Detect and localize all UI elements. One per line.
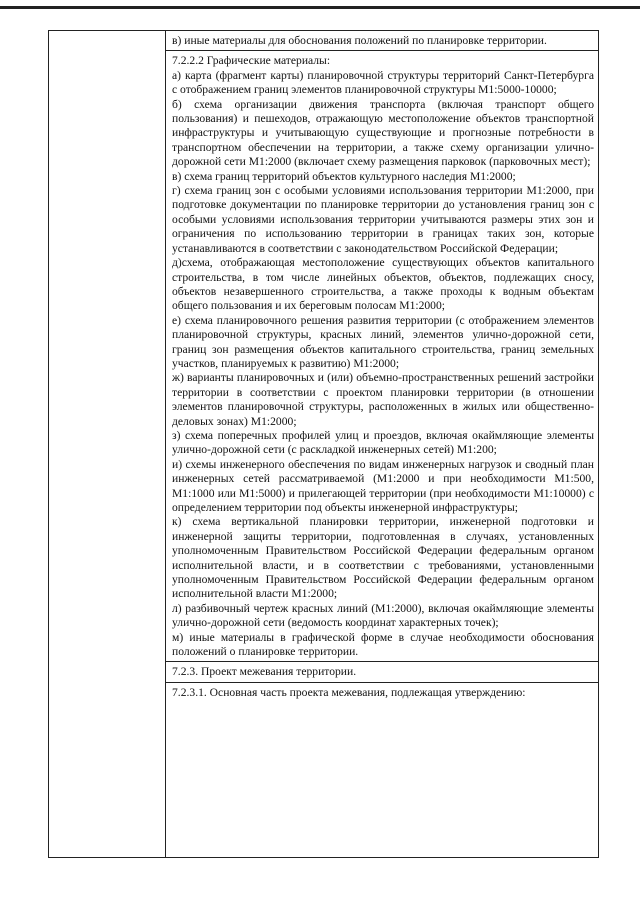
top-rule [0, 6, 640, 9]
right-column [166, 31, 598, 857]
list-item-l: л) разбивочный чертеж красных линий (М1:2000), включая окаймляющие элементы улично-дорожной сети (ведомость координат характерных точек); [172, 601, 594, 630]
list-item-z: з) схема поперечных профилей улиц и проездов, включая окаймляющие элементы улично-дорожной сети (с раскладкой инженерных сетей) М1:200; [172, 428, 594, 457]
row-surveying-project [166, 662, 598, 682]
row-surveying-main-part [166, 683, 598, 702]
document-table [48, 30, 599, 858]
section-heading: 7.2.3. Проект межевания территории. [172, 665, 357, 679]
list-item-zh: ж) варианты планировочных и (или) объемно-пространственных решений застройки территории в соответствии с проектом планировки территории (в отношении элементов планировочной структуры, расположенных в жилых или общественно-деловых зонах) М1:2000; [172, 371, 594, 428]
list-item-k: к) схема вертикальной планировки территории, инженерной подготовки и инженерной защиты территории, подготовленная в случаях, установленных уполномоченным Правительством Российской Федерации федеральным органом исполнительной власти, и в соответствии с требованиями, установленными уполномоченным Правительством Российской Федерации федеральным органом исполнительной власти М1:2000; [172, 515, 594, 601]
list-item-e: е) схема планировочного решения развития территории (с отображением элементов планировочной структуры, красных линий, элементов улично-дорожной сети, границ зон размещения объектов капитального строительства, границ земельных участков, планируемых к развитию) М1:2000; [172, 313, 594, 370]
list-item-b: б) схема организации движения транспорта (включая транспорт общего пользования) и пешеходов, отражающую местоположение объектов транспортной инфраструктуры и учитывающую существующие и прогнозные потребности в транспортном обеспечении на территории, а также схему организации улично-дорожной сети М1:2000 (включает схему размещения парковок (парковочных мест); [172, 97, 594, 169]
row-graphic-materials [166, 51, 598, 662]
paragraph: в) иные материалы для обоснования положений по планировке территории. [172, 34, 547, 47]
list-item-v: в) схема границ территорий объектов культурного наследия М1:2000; [172, 169, 516, 183]
list-item-g: г) схема границ зон с особыми условиями использования территории М1:2000, при подготовке документации по планировке территории до установления границ зон с особыми условиями использования территории учитываются размеры этих зон и ограничения по использованию территории в границах таких зон, которые устанавливаются в соответствии с законодательством Российской Федерации; [172, 184, 594, 255]
section-heading: 7.2.2.2 Графические материалы: [172, 54, 331, 68]
row-materials-tail [166, 31, 598, 51]
list-item-i: и) схемы инженерного обеспечения по видам инженерных нагрузок и сводный план инженерных сетей рассматриваемой (М1:2000 и при необходимости М1:500, М1:1000 или М1:5000) и прилегающей территории (при необходимости М1:10000) с определением территории под объекты инженерной инфраструктуры; [172, 457, 594, 514]
list-item-d: д)схема, отображающая местоположение существующих объектов капитального строительства, в том числе линейных объектов, объектов, подлежащих сносу, объектов незавершенного строительства, а также проходы к водным объектам общего пользования и их береговым полосам М1:2000; [172, 256, 594, 313]
list-item-m: м) иные материалы в графической форме в случае необходимости обоснования положений о планировке территории. [172, 630, 594, 659]
section-heading: 7.2.3.1. Основная часть проекта межевания, подлежащая утверждению: [172, 685, 526, 699]
list-item-a: а) карта (фрагмент карты) планировочной структуры территорий Санкт-Петербурга с отображением границ элементов планировочной структуры М1:5000-10000; [172, 68, 594, 97]
left-column [49, 31, 166, 857]
